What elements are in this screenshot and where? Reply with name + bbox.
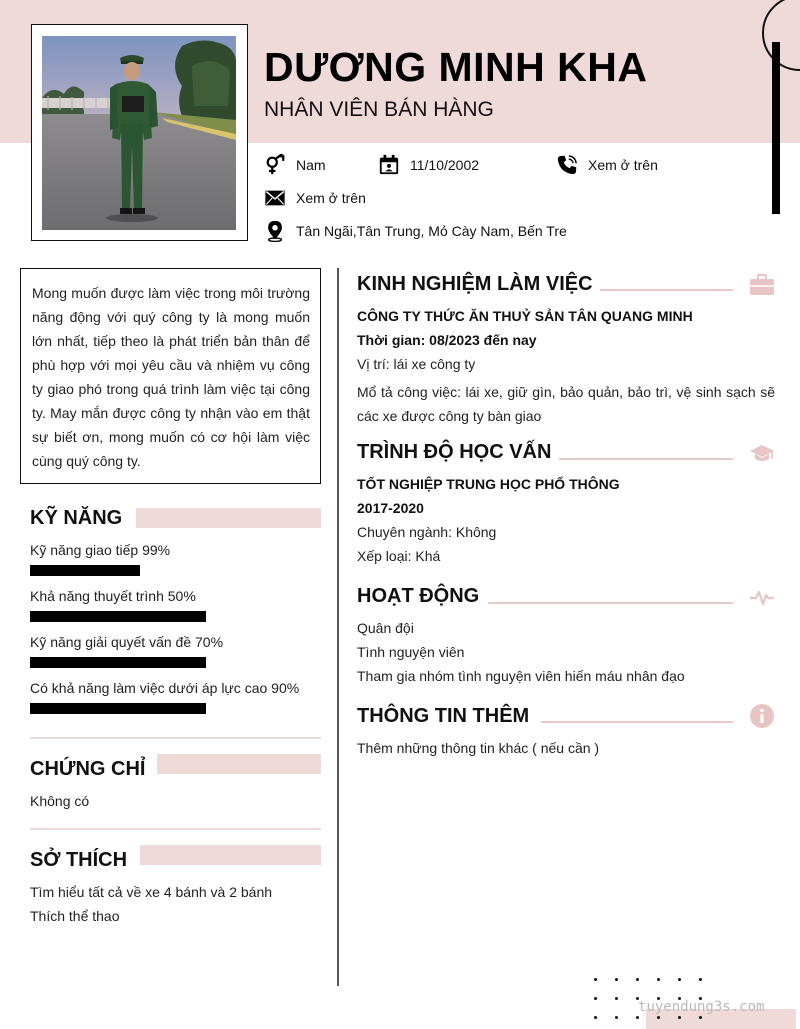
experience-time: Thời gian: 08/2023 đến nay xyxy=(357,332,537,348)
email-info xyxy=(264,187,366,209)
birthday-text: 11/10/2002 xyxy=(410,157,480,173)
activity-item: Tham gia nhóm tình nguyện viên hiến máu nhân đạo xyxy=(357,668,685,684)
education-title: TRÌNH ĐỘ HỌC VẤN xyxy=(357,441,552,463)
map-pin-icon xyxy=(264,220,286,242)
certificates-title-bar xyxy=(157,754,321,774)
gender-info xyxy=(264,154,326,176)
address-info xyxy=(264,220,567,242)
section-divider xyxy=(30,828,321,830)
experience-title: KINH NGHIỆM LÀM VIỆC xyxy=(357,273,593,295)
skills-title: KỸ NĂNG xyxy=(30,507,123,529)
hobbies-title-bar xyxy=(140,845,321,865)
birthday-info xyxy=(378,154,479,176)
activities-title: HOẠT ĐỘNG xyxy=(357,585,480,607)
graduation-cap-icon xyxy=(749,440,775,466)
more-info-title: THÔNG TIN THÊM xyxy=(357,705,530,727)
email-text: Xem ở trên xyxy=(296,190,366,206)
skill-bar xyxy=(30,611,206,622)
education-major: Chuyên ngành: Không xyxy=(357,524,497,540)
gender-text: Nam xyxy=(296,157,326,173)
school-name: TỐT NGHIỆP TRUNG HỌC PHỔ THÔNG xyxy=(357,476,620,492)
more-info-text: Thêm những thông tin khác ( nếu cần ) xyxy=(357,740,600,756)
experience-description: Mổ tả công việc: lái xe, giữ gìn, bảo quản, bảo trì, vệ sinh sạch sẽ các xe được công ty bàn giao xyxy=(357,384,775,424)
column-divider xyxy=(337,268,339,986)
education-rank: Xếp loại: Khá xyxy=(357,548,441,564)
activity-item: Tình nguyện viên xyxy=(357,644,465,660)
certificates-title: CHỨNG CHỈ xyxy=(30,758,146,780)
section-rule xyxy=(559,458,733,460)
skill-label: Khả năng thuyết trình 50% xyxy=(30,588,196,604)
skill-bar xyxy=(30,565,140,576)
experience-position: Vị trí: lái xe công ty xyxy=(357,356,476,372)
phone-text: Xem ở trên xyxy=(588,157,658,173)
skill-label: Có khả năng làm việc dưới áp lực cao 90% xyxy=(30,680,300,696)
section-divider xyxy=(30,737,321,739)
skill-bar xyxy=(30,703,206,714)
education-years: 2017-2020 xyxy=(357,500,424,516)
pulse-icon xyxy=(749,584,775,610)
profile-photo xyxy=(42,36,236,230)
gender-icon xyxy=(264,154,286,176)
activity-item: Quân đội xyxy=(357,620,414,636)
company-name: CÔNG TY THỨC ĂN THUỶ SẢN TÂN QUANG MINH xyxy=(357,308,693,324)
phone-info xyxy=(556,154,658,176)
hobbies-title: SỞ THÍCH xyxy=(30,849,128,871)
watermark: tuyendung3s.com xyxy=(638,999,765,1015)
skills-title-bar xyxy=(136,508,321,528)
briefcase-icon xyxy=(749,272,775,298)
section-rule xyxy=(600,289,733,291)
skill-label: Kỹ năng giải quyết vấn đề 70% xyxy=(30,634,224,650)
certificates-text: Không có xyxy=(30,793,90,809)
envelope-icon xyxy=(264,187,286,209)
hobby-item: Thích thể thao xyxy=(30,908,120,924)
skill-label: Kỹ năng giao tiếp 99% xyxy=(30,542,171,558)
calendar-icon xyxy=(378,154,400,176)
decorative-vertical-bar xyxy=(772,42,780,214)
section-rule xyxy=(541,721,733,723)
info-icon xyxy=(749,703,775,729)
phone-icon xyxy=(556,154,578,176)
skill-bar xyxy=(30,657,206,668)
candidate-name: DƯƠNG MINH KHA xyxy=(264,44,648,90)
job-title: NHÂN VIÊN BÁN HÀNG xyxy=(264,98,494,121)
career-objective: Mong muốn được làm việc trong môi trường năng động với quý công ty là mong muốn lớn nhất, tiếp theo là phát triển bản thân để phù hợp với mọi yêu cầu và nhiệm vụ công ty giao phó trong quá trình làm việc tại công ty. May mắn được công ty nhận vào em thật sự biết ơn, mong muốn có cơ hội làm việc cùng quý công ty. xyxy=(20,268,321,484)
hobby-item: Tìm hiểu tất cả về xe 4 bánh và 2 bánh xyxy=(30,884,273,900)
address-text: Tân Ngãi,Tân Trung, Mỏ Cày Nam, Bến Tre xyxy=(296,223,567,239)
section-rule xyxy=(488,602,733,604)
